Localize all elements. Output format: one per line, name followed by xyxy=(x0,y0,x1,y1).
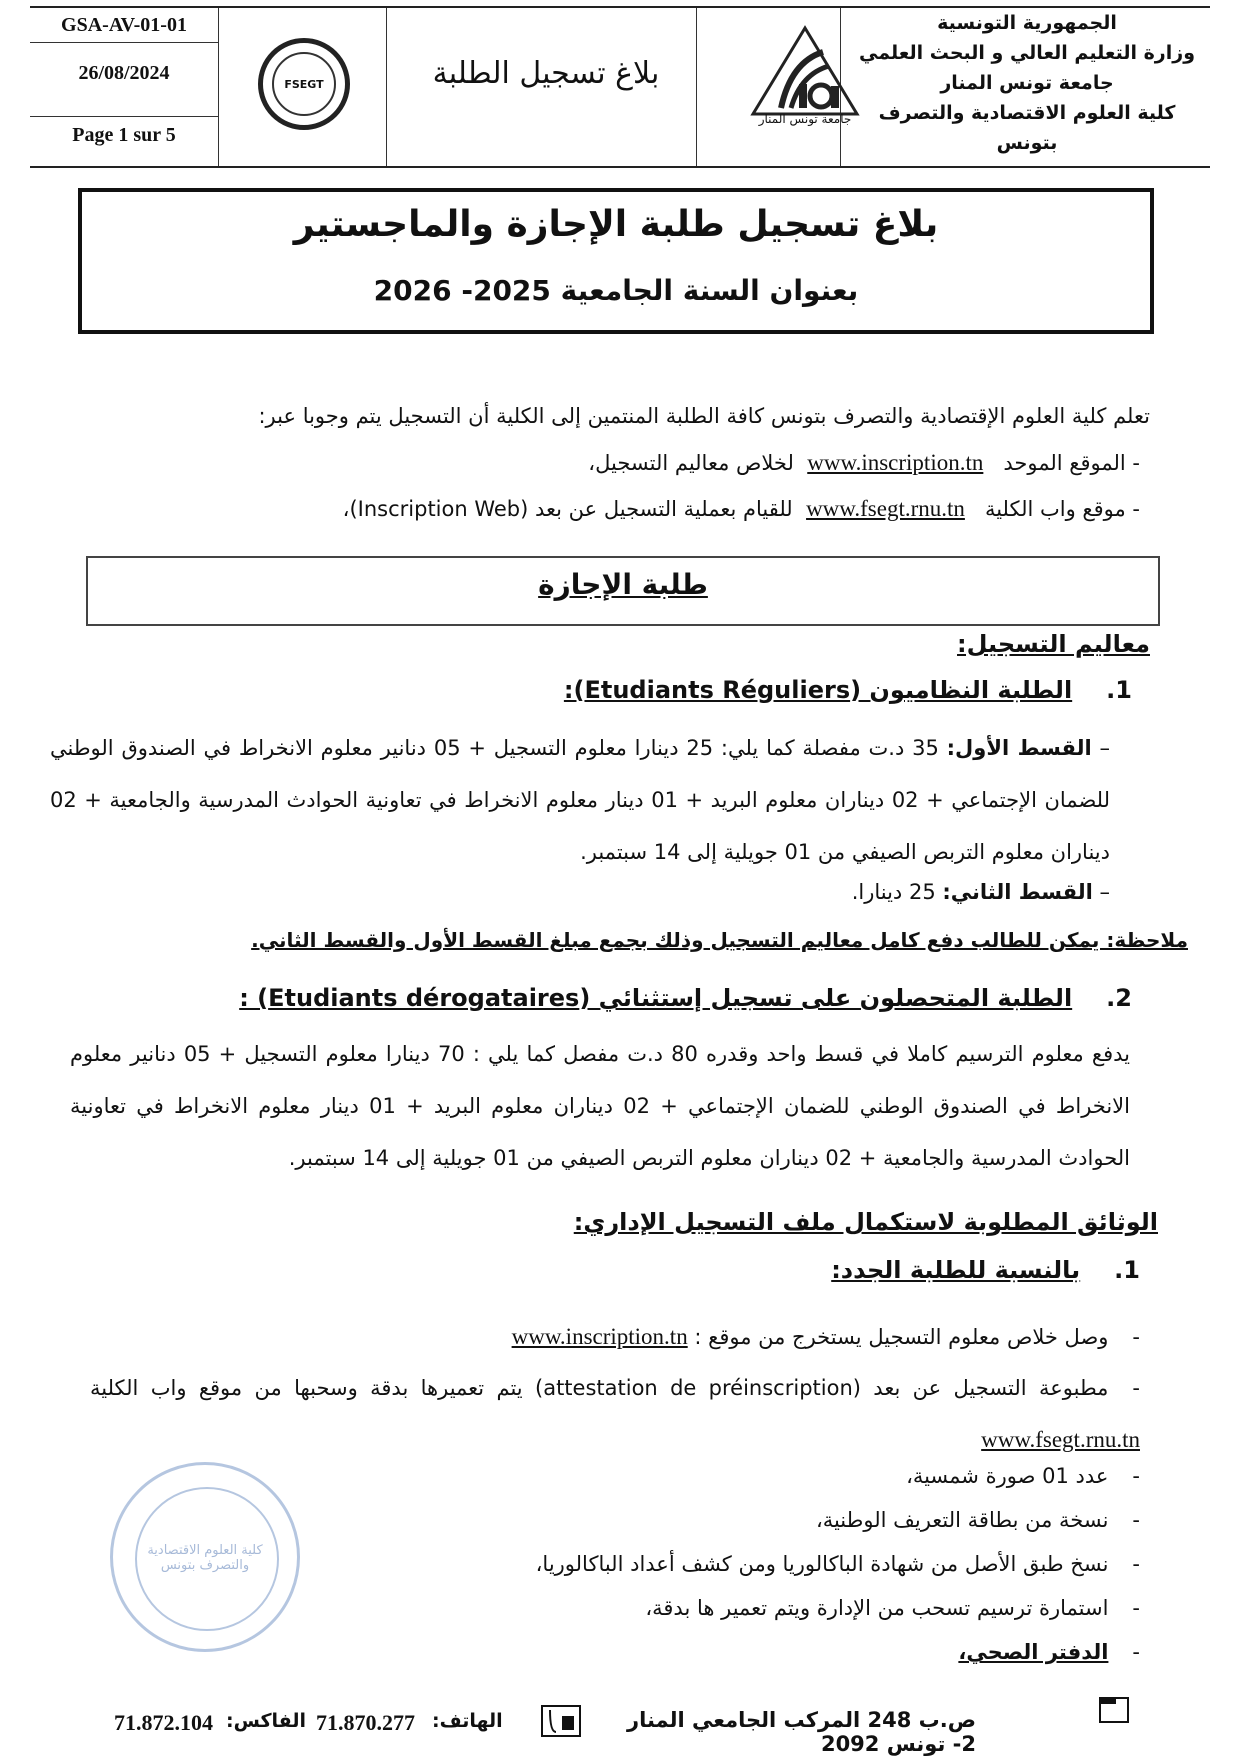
postal-address: ص.ب 248 المركب الجامعي المنار 2- تونس 2092 xyxy=(627,1708,976,1756)
footer xyxy=(110,1702,1130,1756)
phone-icon xyxy=(540,1702,582,1738)
intro-item-1: - الموقع الموحد www.inscription.tn لخلاص معاليم التسجيل، xyxy=(588,450,1140,475)
ministry-block: الجمهورية التونسية وزارة التعليم العالي و البحث العلمي جامعة تونس المنار كلية العلوم الاقتصادية والتصرف بتونس xyxy=(859,12,1195,154)
mail-icon xyxy=(1098,1696,1130,1726)
doc-item-5: -نسخ طبق الأصل من شهادة الباكالوريا ومن كشف أعداد الباكالوريا، xyxy=(535,1552,1140,1576)
doc-item-6: -استمارة ترسيم تسحب من الإدارة ويتم تعمير ها بدقة، xyxy=(645,1596,1140,1620)
fsegt-seal-logo: FSEGT xyxy=(258,38,350,130)
doc-item-7: -الدفتر الصحي، xyxy=(958,1640,1140,1664)
official-stamp: كلية العلوم الاقتصادية والتصرف بتونس xyxy=(110,1462,300,1652)
main-title: بلاغ تسجيل طلبة الإجازة والماجستير xyxy=(293,204,939,245)
derogatory-students-heading: 2.الطلبة المتحصلون على تسجيل إستثنائي (Etudiants dérogataires) : xyxy=(239,984,1132,1012)
note: ملاحظة: يمكن للطالب دفع كامل معاليم التسجيل وذلك بجمع مبلغ القسط الأول والقسط الثاني. xyxy=(251,928,1188,952)
doc-code: GSA-AV-01-01 xyxy=(61,14,187,36)
fax-number: 71.872.104 xyxy=(114,1710,213,1735)
fees-heading: معاليم التسجيل: xyxy=(957,630,1150,658)
intro-text: تعلم كلية العلوم الإقتصادية والتصرف بتونس كافة الطلبة المنتمين إلى الكلية أن التسجيل يتم وجوبا عبر: xyxy=(258,404,1150,428)
document-header xyxy=(30,6,1210,168)
phone-number: 71.870.277 xyxy=(316,1710,415,1735)
doc-date: 26/08/2024 xyxy=(78,62,170,84)
inscription-link[interactable]: www.inscription.tn xyxy=(807,450,984,475)
intro-item-2: - موقع واب الكلية www.fsegt.rnu.tn للقيام بعملية التسجيل عن بعد (Inscription Web)، xyxy=(342,496,1140,521)
licence-title: طلبة الإجازة xyxy=(538,568,708,601)
documents-heading: الوثائق المطلوبة لاستكمال ملف التسجيل الإداري: xyxy=(573,1208,1158,1236)
doc-item-2: -مطبوعة التسجيل عن بعد (attestation de préinscription) يتم تعميرها بدقة وسحبها من موقع واب الكلية www.fsegt.rnu.tn xyxy=(90,1376,1140,1452)
derogatory-text: يدفع معلوم الترسيم كاملا في قسط واحد وقدره 80 د.ت مفصل كما يلي : 70 دينارا معلوم التسجيل + 05 دنانير معلوم الانخراط في الصندوق الوطني للضمان الإجتماعي + 02 ديناران معلوم البريد + 01 دينار معلوم الانخراط في تعاونية الحوادث المدرسية والجامعية + 02 ديناران معلوم التربص الصيفي من 01 جويلية إلى 14 سبتمبر. xyxy=(70,1042,1131,1170)
new-students-heading: 1.بالنسبة للطلبة الجدد: xyxy=(831,1256,1140,1284)
phone-label: الهاتف: xyxy=(432,1710,503,1732)
header-title: بلاغ تسجيل الطلبة xyxy=(432,56,660,91)
doc-item-4: -نسخة من بطاقة التعريف الوطنية، xyxy=(815,1508,1140,1532)
university-logo-caption: جامعة تونس المنار xyxy=(758,112,852,126)
academic-year: بعنوان السنة الجامعية 2025- 2026 xyxy=(373,274,859,307)
fax-label: الفاكس: xyxy=(226,1710,306,1732)
installment-2: – القسط الثاني: 25 دينارا. xyxy=(851,880,1110,904)
doc-item-3: -عدد 01 صورة شمسية، xyxy=(906,1464,1140,1488)
doc-item-1: -وصل خلاص معلوم التسجيل يستخرج من موقع : www.inscription.tn xyxy=(511,1324,1140,1349)
main-title-box xyxy=(78,188,1154,334)
licence-section-box xyxy=(86,556,1160,626)
doc-inscription-link[interactable]: www.inscription.tn xyxy=(511,1324,688,1349)
fsegt-link[interactable]: www.fsegt.rnu.tn xyxy=(806,496,965,521)
page-number: Page 1 sur 5 xyxy=(72,124,176,146)
regular-students-heading: 1.الطلبة النظاميون (Etudiants Réguliers): xyxy=(563,676,1132,704)
installment-1: – القسط الأول: 35 د.ت مفصلة كما يلي: 25 دينارا معلوم التسجيل + 05 دنانير معلوم الانخراط في الصندوق الوطني للضمان الإجتماعي + 02 ديناران معلوم البريد + 01 دينار معلوم الانخراط في تعاونية الحوادث المدرسية والجامعية + 02 ديناران معلوم التربص الصيفي من 01 جويلية إلى 14 سبتمبر. xyxy=(50,736,1110,864)
doc-fsegt-link[interactable]: www.fsegt.rnu.tn xyxy=(981,1427,1140,1452)
